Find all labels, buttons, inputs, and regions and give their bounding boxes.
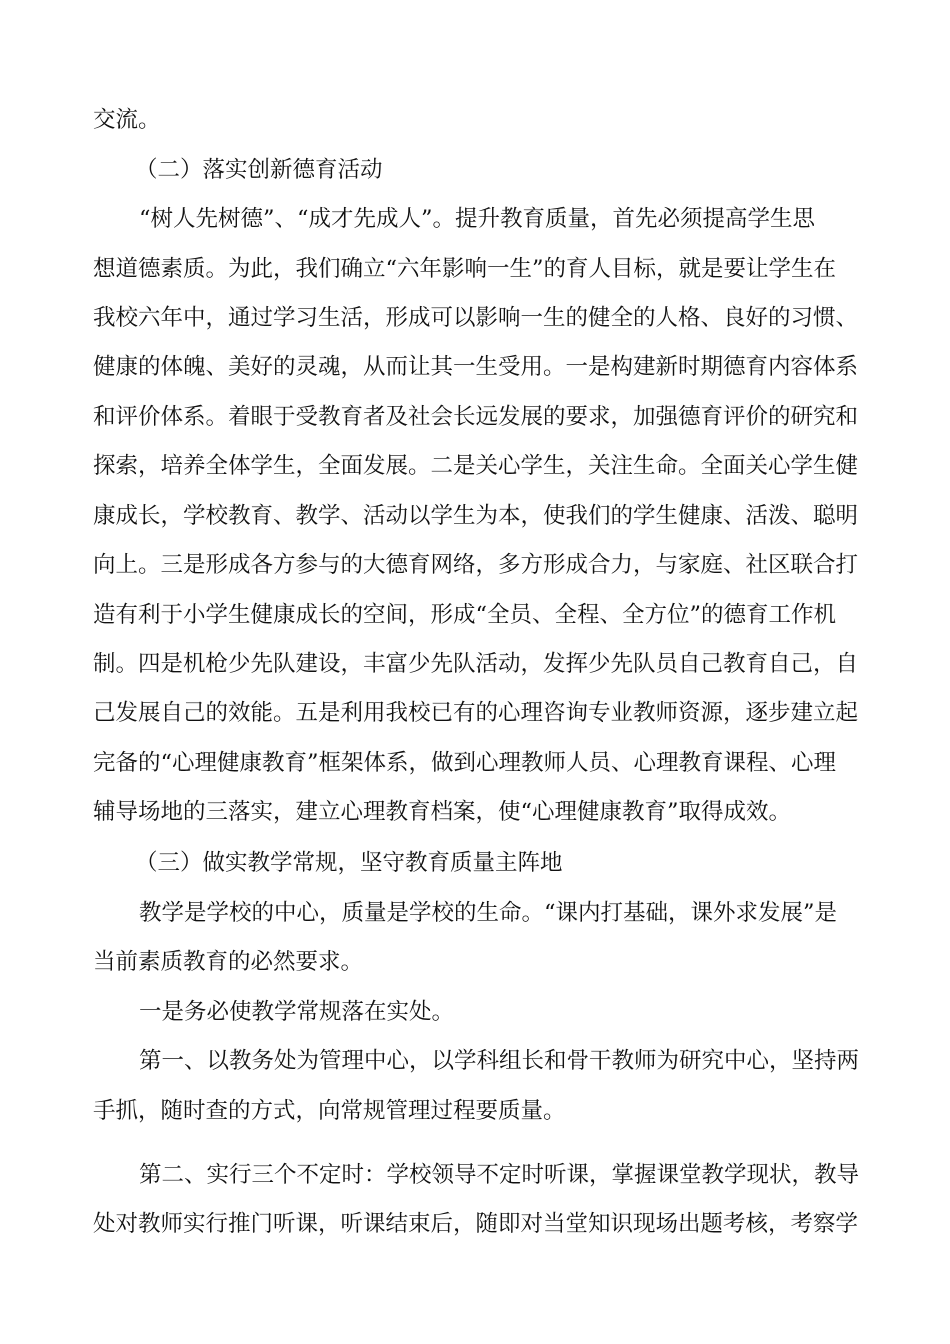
paragraph-line: 当前素质教育的必然要求。 bbox=[93, 949, 364, 975]
paragraph-line: 教学是学校的中心，质量是学校的生命。“课内打基础，课外求发展”是 bbox=[139, 900, 838, 926]
section-heading-2: （二）落实创新德育活动 bbox=[135, 157, 383, 183]
paragraph-line: 第二、实行三个不定时：学校领导不定时听课，掌握课堂教学现状，教导 bbox=[139, 1162, 860, 1188]
paragraph-line: 制。四是机枪少先队建设，丰富少先队活动，发挥少先队员自己教育自己，自 bbox=[93, 651, 859, 677]
paragraph-line: 和评价体系。着眼于受教育者及社会长远发展的要求，加强德育评价的研究和 bbox=[93, 404, 859, 430]
paragraph-line: 造有利于小学生健康成长的空间，形成“全员、全程、全方位”的德育工作机 bbox=[93, 602, 837, 628]
paragraph-line: 第一、以教务处为管理中心，以学科组长和骨干教师为研究中心，坚持两 bbox=[139, 1048, 860, 1074]
paragraph-line: 手抓，随时查的方式，向常规管理过程要质量。 bbox=[93, 1098, 566, 1124]
paragraph-line: “树人先树德”、“成才先成人”。提升教育质量，首先必须提高学生思 bbox=[139, 206, 816, 232]
paragraph-line: 处对教师实行推门听课，听课结束后，随即对当堂知识现场出题考核，考察学 bbox=[93, 1211, 859, 1237]
paragraph-line: 康成长，学校教育、教学、活动以学生为本，使我们的学生健康、活泼、聪明 bbox=[93, 503, 859, 529]
paragraph-line: 己发展自己的效能。五是利用我校已有的心理咨询专业教师资源，逐步建立起 bbox=[93, 700, 859, 726]
paragraph-line: 想道德素质。为此，我们确立“六年影响一生”的育人目标，就是要让学生在 bbox=[93, 256, 837, 282]
paragraph-continuation-line: 交流。 bbox=[93, 107, 161, 133]
paragraph-line: 完备的“心理健康教育”框架体系，做到心理教师人员、心理教育课程、心理 bbox=[93, 750, 837, 776]
section-heading-3: （三）做实教学常规，坚守教育质量主阵地 bbox=[135, 850, 563, 876]
paragraph-line: 辅导场地的三落实，建立心理教育档案，使“心理健康教育”取得成效。 bbox=[93, 799, 792, 825]
paragraph-line: 一是务必使教学常规落在实处。 bbox=[139, 999, 455, 1025]
paragraph-line: 向上。三是形成各方参与的大德育网络，多方形成合力，与家庭、社区联合打 bbox=[93, 552, 859, 578]
paragraph-line: 探索，培养全体学生，全面发展。二是关心学生，关注生命。全面关心学生健 bbox=[93, 453, 859, 479]
paragraph-line: 健康的体魄、美好的灵魂，从而让其一生受用。一是构建新时期德育内容体系 bbox=[93, 354, 859, 380]
paragraph-line: 我校六年中，通过学习生活，形成可以影响一生的健全的人格、良好的习惯、 bbox=[93, 305, 859, 331]
